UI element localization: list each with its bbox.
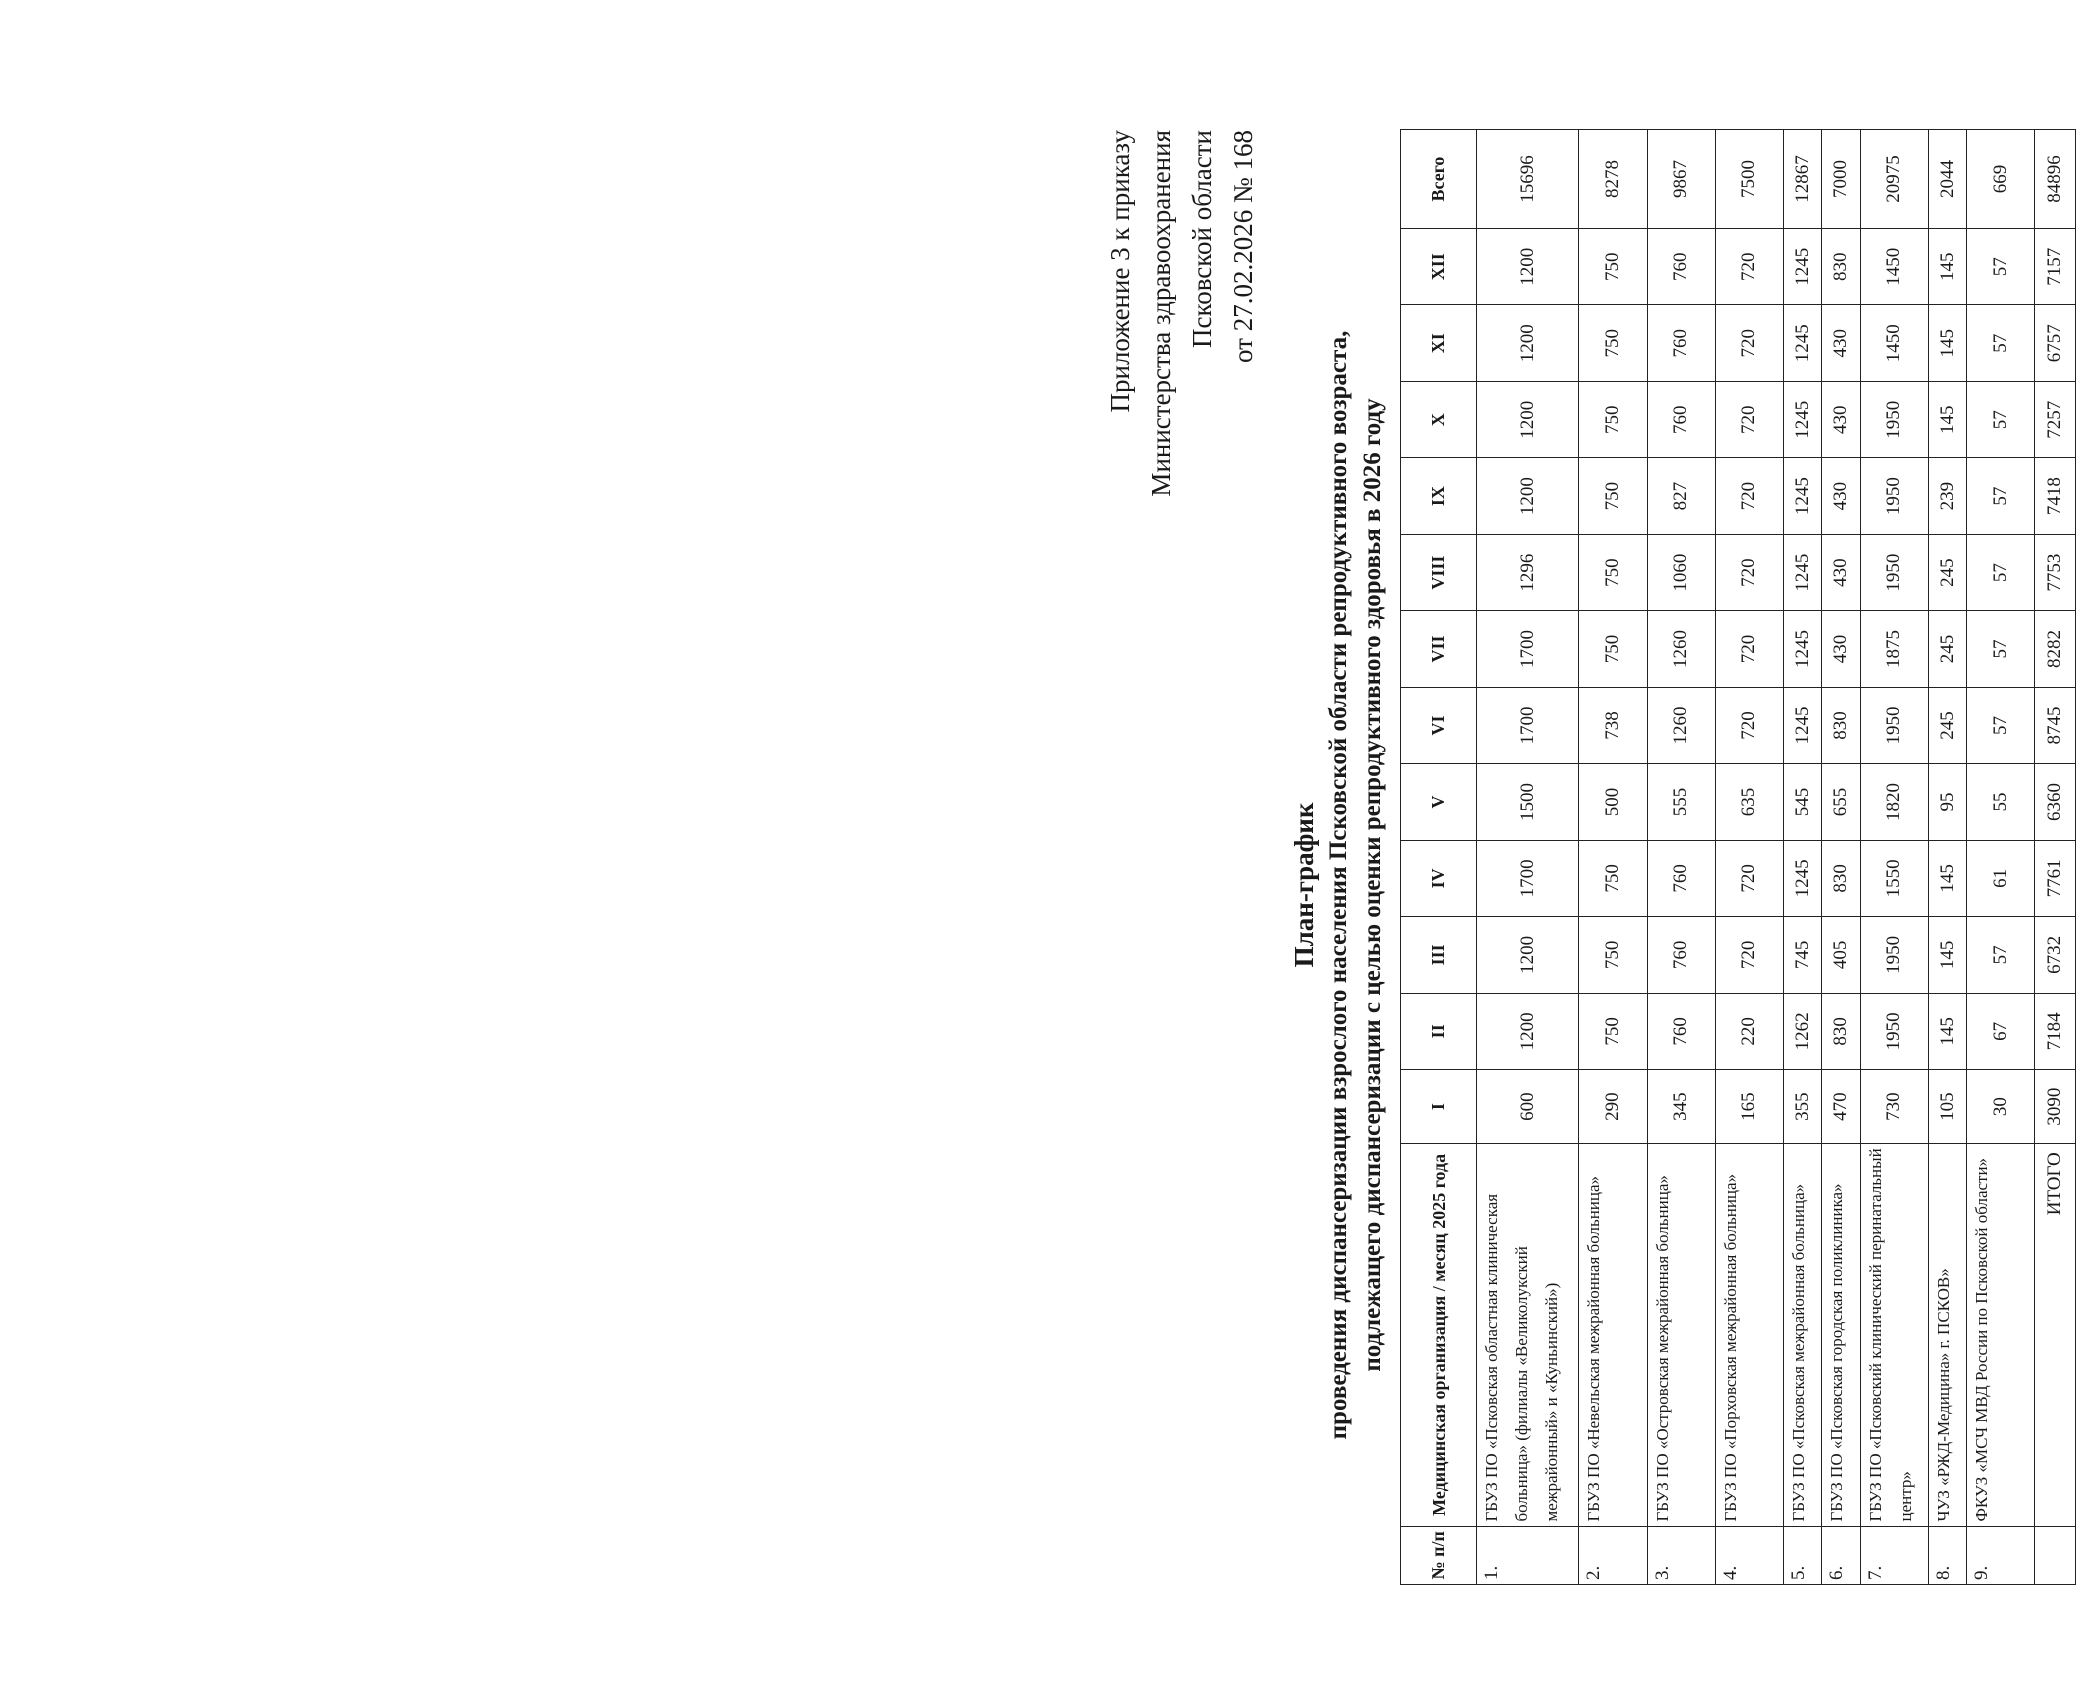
month-value: 1200: [1477, 993, 1579, 1069]
header-month: VI: [1401, 687, 1477, 763]
month-value: 635: [1715, 764, 1783, 840]
month-value: 345: [1647, 1070, 1715, 1144]
appendix-line-2: Министерства здравоохранения: [1146, 130, 1176, 497]
month-value: 1296: [1477, 534, 1579, 610]
totals-row: [2035, 130, 2076, 1585]
month-value: 105: [1928, 1070, 1966, 1144]
row-number: 2.: [1579, 1526, 1647, 1584]
table-row: [1477, 130, 1579, 1585]
month-value: 405: [1822, 917, 1860, 993]
table-row: [1928, 130, 1966, 1585]
month-value: 1245: [1783, 305, 1821, 381]
month-value: 600: [1477, 1070, 1579, 1144]
month-value: 145: [1928, 381, 1966, 457]
header-month: V: [1401, 764, 1477, 840]
month-value: 430: [1822, 458, 1860, 534]
row-total: 2044: [1928, 130, 1966, 229]
month-value: 1950: [1860, 687, 1928, 763]
month-value: 720: [1715, 840, 1783, 916]
total-month-value: 7753: [2035, 534, 2076, 610]
totals-label: ИТОГО: [2035, 1144, 2076, 1526]
month-value: 1200: [1477, 381, 1579, 457]
header-month: XII: [1401, 229, 1477, 305]
month-value: 750: [1579, 993, 1647, 1069]
header-month: II: [1401, 993, 1477, 1069]
header-month: VIII: [1401, 534, 1477, 610]
rotated-sheet: [1100, 105, 2090, 1665]
month-value: 57: [1967, 229, 2035, 305]
month-value: 750: [1579, 381, 1647, 457]
appendix-line-4: от 27.02.2026 № 168: [1228, 130, 1258, 363]
month-value: 720: [1715, 458, 1783, 534]
org-name: ГБУЗ ПО «Псковский клинический перинатальный центр»: [1860, 1144, 1928, 1526]
header-month: IV: [1401, 840, 1477, 916]
month-value: 1550: [1860, 840, 1928, 916]
total-month-value: 6732: [2035, 917, 2076, 993]
row-number: 9.: [1967, 1526, 2035, 1584]
month-value: 720: [1715, 229, 1783, 305]
month-value: 145: [1928, 917, 1966, 993]
month-value: 555: [1647, 764, 1715, 840]
row-total: 669: [1967, 130, 2035, 229]
month-value: 827: [1647, 458, 1715, 534]
month-value: 760: [1647, 229, 1715, 305]
row-number: 7.: [1860, 1526, 1928, 1584]
month-value: 245: [1928, 534, 1966, 610]
month-value: 1245: [1783, 611, 1821, 687]
row-number: 4.: [1715, 1526, 1783, 1584]
table-row: [1579, 130, 1647, 1585]
total-month-value: 3090: [2035, 1070, 2076, 1144]
month-value: 145: [1928, 840, 1966, 916]
month-value: 1450: [1860, 305, 1928, 381]
month-value: 760: [1647, 381, 1715, 457]
title-line-2: проведения диспансеризации взрослого населения Псковской области репродуктивного возраста,: [1325, 330, 1352, 1440]
month-value: 730: [1860, 1070, 1928, 1144]
month-value: 1260: [1647, 687, 1715, 763]
month-value: 1820: [1860, 764, 1928, 840]
month-value: 720: [1715, 611, 1783, 687]
month-value: 55: [1967, 764, 2035, 840]
month-value: 830: [1822, 687, 1860, 763]
month-value: 1200: [1477, 458, 1579, 534]
month-value: 750: [1579, 458, 1647, 534]
month-value: 1950: [1860, 458, 1928, 534]
header-month: IX: [1401, 458, 1477, 534]
month-value: 1060: [1647, 534, 1715, 610]
month-value: 165: [1715, 1070, 1783, 1144]
table-row: [1783, 130, 1821, 1585]
row-total: 7000: [1822, 130, 1860, 229]
month-value: 57: [1967, 917, 2035, 993]
total-month-value: 7761: [2035, 840, 2076, 916]
month-value: 1245: [1783, 381, 1821, 457]
header-month: III: [1401, 917, 1477, 993]
month-value: 95: [1928, 764, 1966, 840]
header-month: XI: [1401, 305, 1477, 381]
month-value: 470: [1822, 1070, 1860, 1144]
month-value: 1450: [1860, 229, 1928, 305]
row-total: 20975: [1860, 130, 1928, 229]
month-value: 1200: [1477, 229, 1579, 305]
month-value: 220: [1715, 993, 1783, 1069]
header-month: X: [1401, 381, 1477, 457]
month-value: 430: [1822, 381, 1860, 457]
row-total: 12867: [1783, 130, 1821, 229]
month-value: 1950: [1860, 534, 1928, 610]
month-value: 1700: [1477, 687, 1579, 763]
total-month-value: 7257: [2035, 381, 2076, 457]
month-value: 720: [1715, 305, 1783, 381]
header-month: VII: [1401, 611, 1477, 687]
month-value: 750: [1579, 840, 1647, 916]
total-month-value: 6757: [2035, 305, 2076, 381]
month-value: 720: [1715, 534, 1783, 610]
month-value: 57: [1967, 534, 2035, 610]
row-total: 7500: [1715, 130, 1783, 229]
month-value: 750: [1579, 534, 1647, 610]
row-number: 1.: [1477, 1526, 1579, 1584]
totals-num-cell: [2035, 1526, 2076, 1584]
table-row: [1647, 130, 1715, 1585]
month-value: 245: [1928, 687, 1966, 763]
month-value: 145: [1928, 229, 1966, 305]
table-row: [1715, 130, 1783, 1585]
month-value: 1500: [1477, 764, 1579, 840]
total-month-value: 7157: [2035, 229, 2076, 305]
month-value: 830: [1822, 840, 1860, 916]
row-number: 3.: [1647, 1526, 1715, 1584]
month-value: 750: [1579, 611, 1647, 687]
header-row: [1401, 130, 1477, 1585]
month-value: 1950: [1860, 381, 1928, 457]
month-value: 1245: [1783, 687, 1821, 763]
org-name: ГБУЗ ПО «Островская межрайонная больница»: [1647, 1144, 1715, 1526]
org-name: ФКУЗ «МСЧ МВД России по Псковской области»: [1967, 1144, 2035, 1526]
org-name: ГБУЗ ПО «Псковская городская поликлиника»: [1822, 1144, 1860, 1526]
total-month-value: 7184: [2035, 993, 2076, 1069]
total-month-value: 7418: [2035, 458, 2076, 534]
month-value: 245: [1928, 611, 1966, 687]
row-total: 15696: [1477, 130, 1579, 229]
month-value: 67: [1967, 993, 2035, 1069]
month-value: 760: [1647, 305, 1715, 381]
month-value: 1262: [1783, 993, 1821, 1069]
header-total: Всего: [1401, 130, 1477, 229]
month-value: 1200: [1477, 305, 1579, 381]
month-value: 239: [1928, 458, 1966, 534]
month-value: 1700: [1477, 611, 1579, 687]
month-value: 500: [1579, 764, 1647, 840]
row-total: 9867: [1647, 130, 1715, 229]
month-value: 290: [1579, 1070, 1647, 1144]
org-name: ГБУЗ ПО «Псковская областная клиническая больница» (филиалы «Великолукский межрайонный» и «Куньинский»): [1477, 1144, 1579, 1526]
org-name: ГБУЗ ПО «Порховская межрайонная больница»: [1715, 1144, 1783, 1526]
month-value: 355: [1783, 1070, 1821, 1144]
row-number: 6.: [1822, 1526, 1860, 1584]
month-value: 750: [1579, 305, 1647, 381]
table-row: [1860, 130, 1928, 1585]
month-value: 61: [1967, 840, 2035, 916]
header-org: Медицинская организация / месяц 2025 года: [1401, 1144, 1477, 1526]
month-value: 720: [1715, 917, 1783, 993]
month-value: 1245: [1783, 229, 1821, 305]
month-value: 1245: [1783, 840, 1821, 916]
month-value: 1875: [1860, 611, 1928, 687]
total-month-value: 8282: [2035, 611, 2076, 687]
month-value: 430: [1822, 611, 1860, 687]
month-value: 1950: [1860, 917, 1928, 993]
month-value: 750: [1579, 229, 1647, 305]
month-value: 145: [1928, 993, 1966, 1069]
month-value: 655: [1822, 764, 1860, 840]
month-value: 1260: [1647, 611, 1715, 687]
appendix-block: [1100, 130, 1264, 497]
header-num: № п/п: [1401, 1526, 1477, 1584]
month-value: 830: [1822, 229, 1860, 305]
title-line-3: подлежащего диспансеризации с целью оценки репродуктивного здоровья в 2026 году: [1359, 398, 1386, 1372]
month-value: 430: [1822, 305, 1860, 381]
month-value: 760: [1647, 917, 1715, 993]
plan-title: [1286, 105, 1390, 1665]
month-value: 745: [1783, 917, 1821, 993]
month-value: 430: [1822, 534, 1860, 610]
month-value: 30: [1967, 1070, 2035, 1144]
row-total: 8278: [1579, 130, 1647, 229]
schedule-table: [1400, 129, 2076, 1585]
row-number: 8.: [1928, 1526, 1966, 1584]
org-name: ЧУЗ «РЖД-Медицина» г. ПСКОВ»: [1928, 1144, 1966, 1526]
month-value: 830: [1822, 993, 1860, 1069]
appendix-line-3: Псковской области: [1187, 130, 1217, 349]
table-row: [1967, 130, 2035, 1585]
month-value: 720: [1715, 381, 1783, 457]
appendix-line-1: Приложение 3 к приказу: [1105, 130, 1135, 413]
total-month-value: 6360: [2035, 764, 2076, 840]
month-value: 738: [1579, 687, 1647, 763]
title-line-1: План-график: [1289, 802, 1319, 968]
month-value: 145: [1928, 305, 1966, 381]
month-value: 760: [1647, 840, 1715, 916]
grand-total: 84896: [2035, 130, 2076, 229]
table-row: [1822, 130, 1860, 1585]
org-name: ГБУЗ ПО «Невельская межрайонная больница»: [1579, 1144, 1647, 1526]
month-value: 545: [1783, 764, 1821, 840]
month-value: 1245: [1783, 534, 1821, 610]
month-value: 57: [1967, 458, 2035, 534]
month-value: 760: [1647, 993, 1715, 1069]
month-value: 750: [1579, 917, 1647, 993]
total-month-value: 8745: [2035, 687, 2076, 763]
row-number: 5.: [1783, 1526, 1821, 1584]
month-value: 57: [1967, 381, 2035, 457]
org-name: ГБУЗ ПО «Псковская межрайонная больница»: [1783, 1144, 1821, 1526]
month-value: 1700: [1477, 840, 1579, 916]
month-value: 57: [1967, 611, 2035, 687]
month-value: 57: [1967, 687, 2035, 763]
month-value: 1950: [1860, 993, 1928, 1069]
month-value: 57: [1967, 305, 2035, 381]
header-month: I: [1401, 1070, 1477, 1144]
month-value: 1245: [1783, 458, 1821, 534]
month-value: 1200: [1477, 917, 1579, 993]
month-value: 720: [1715, 687, 1783, 763]
